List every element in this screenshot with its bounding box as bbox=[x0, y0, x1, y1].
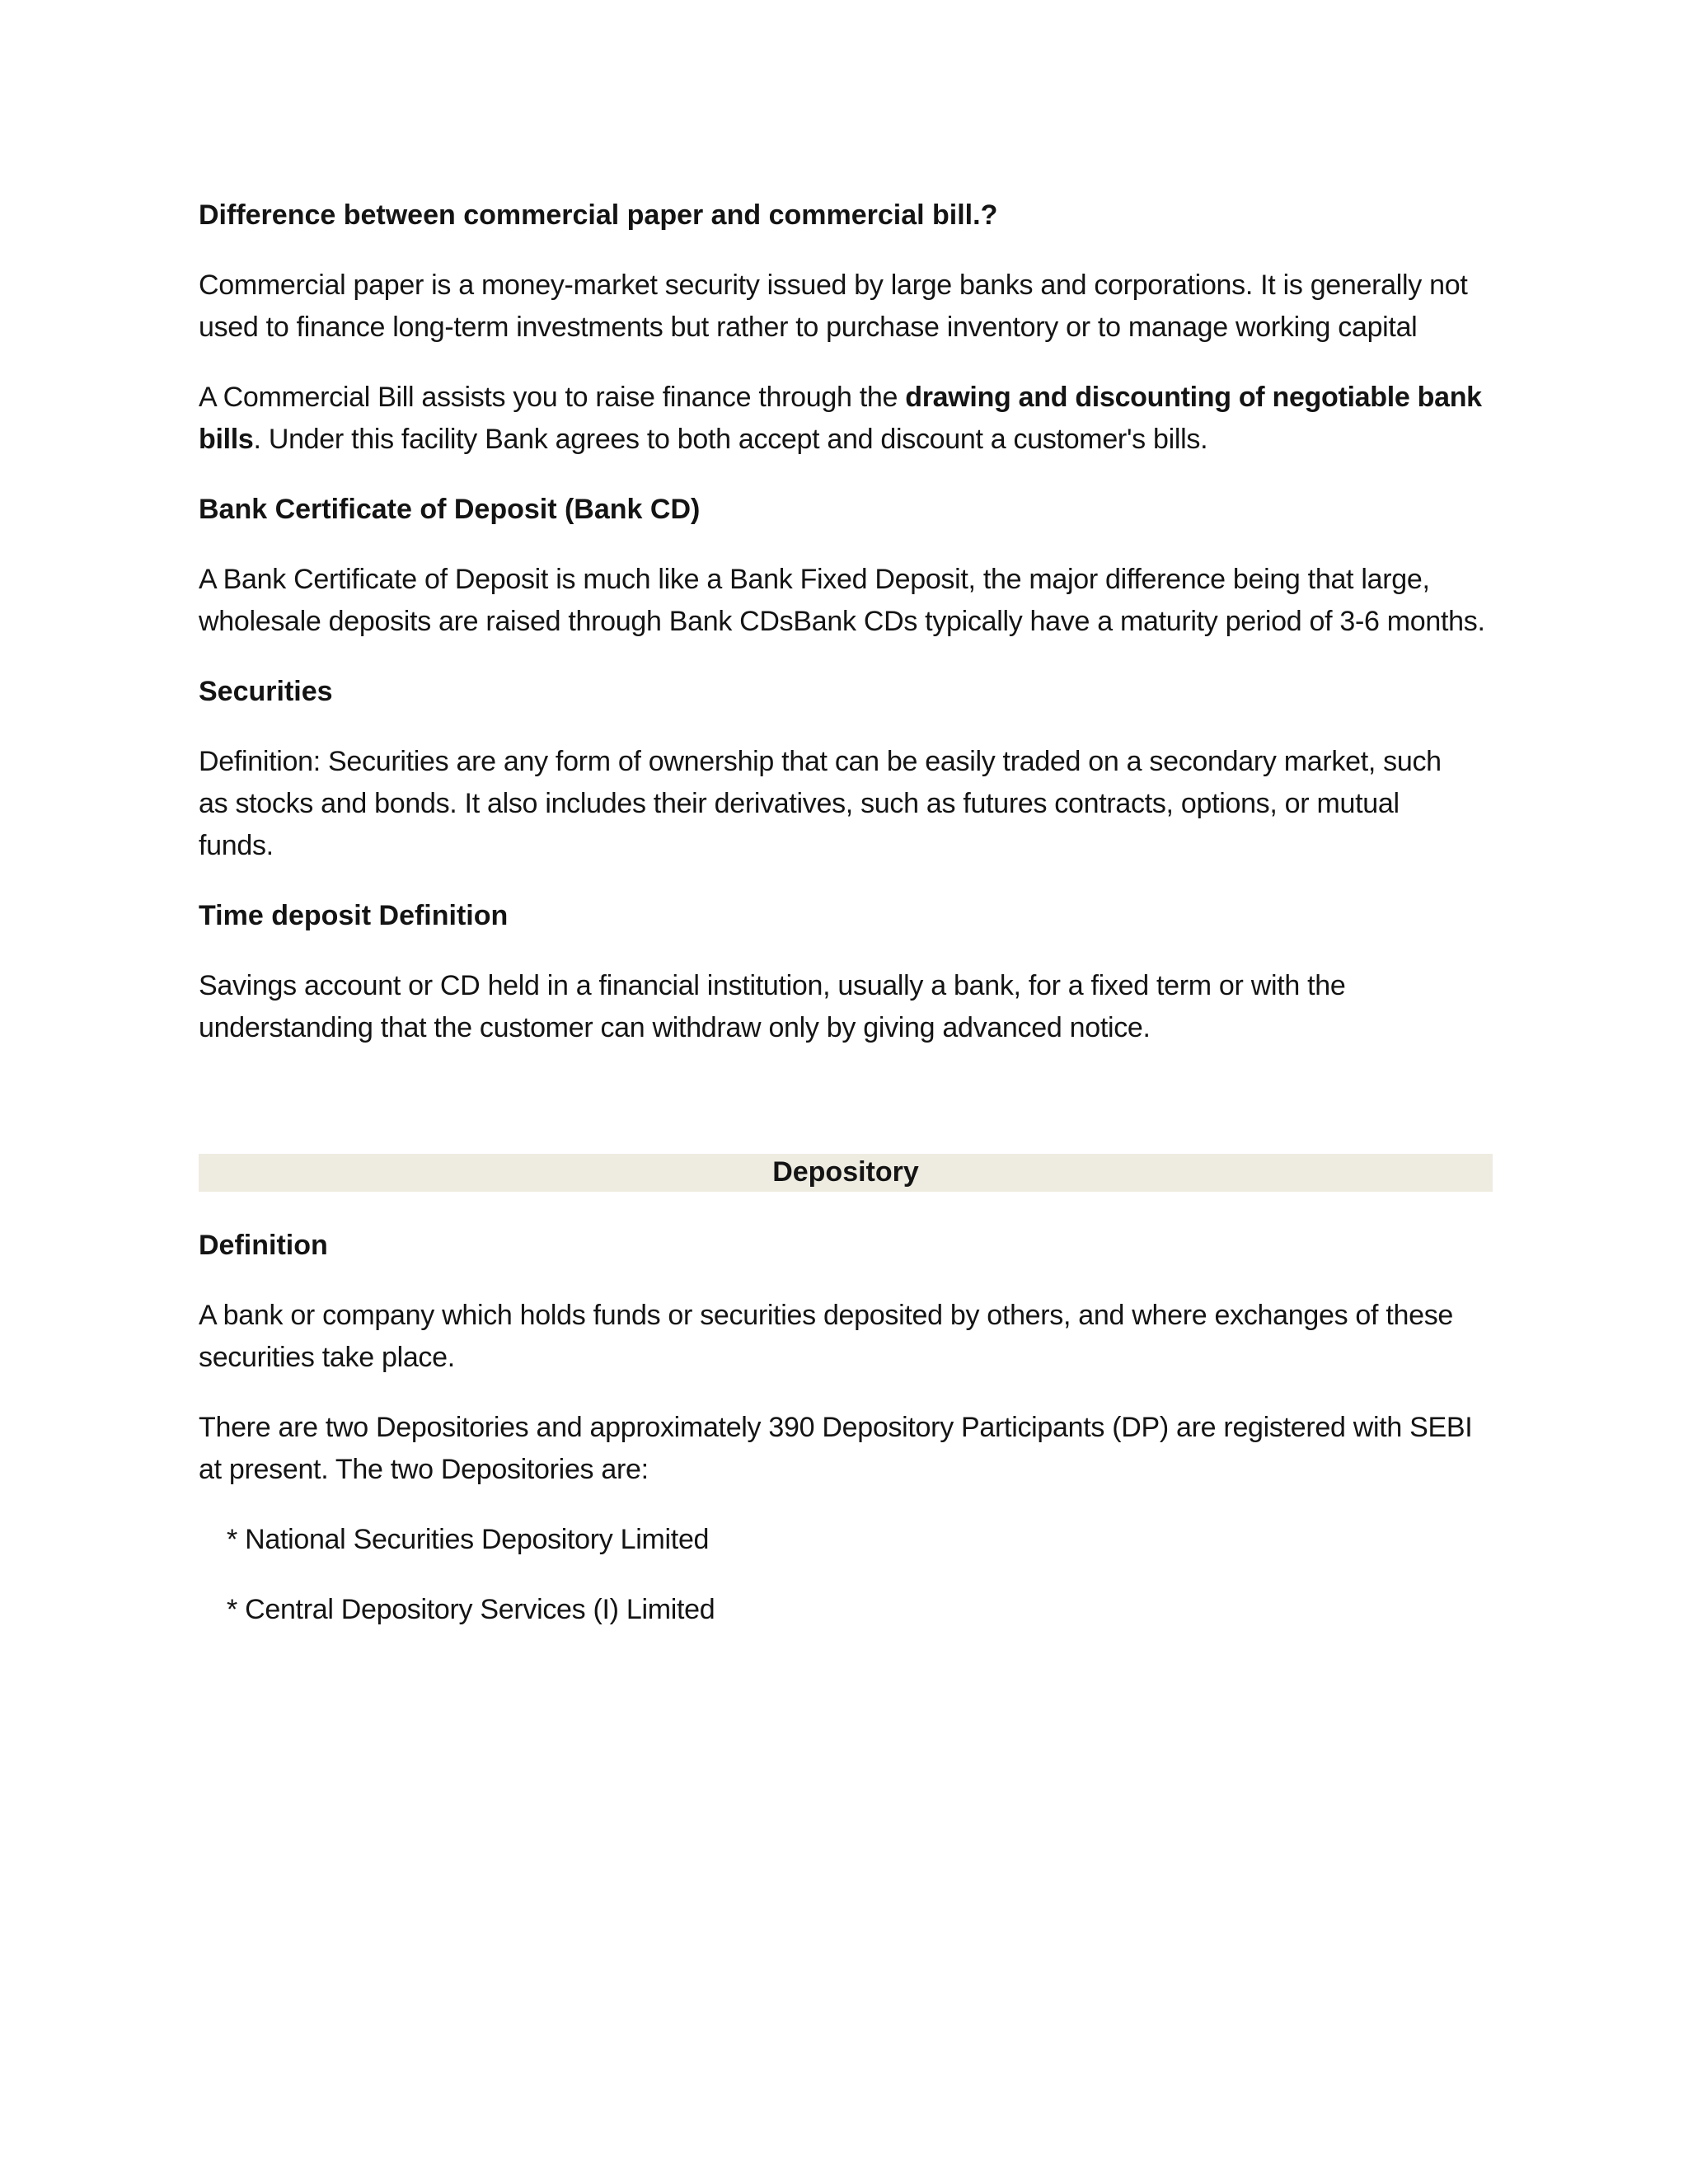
paragraph-bank-cd bbox=[199, 559, 1493, 643]
bold-text-run: bills bbox=[199, 424, 254, 455]
text-line: securities take place. bbox=[199, 1342, 455, 1373]
document-body-depository bbox=[199, 1225, 1493, 1631]
paragraph-securities bbox=[199, 741, 1493, 867]
paragraph-time-deposit bbox=[199, 965, 1493, 1049]
text-line: A Bank Certificate of Deposit is much like a Bank Fixed Deposit, the major difference being that large, bbox=[199, 564, 1430, 595]
text-line bbox=[199, 419, 1493, 461]
text-line: Definition: Securities are any form of ownership that can be easily traded on a secondary market, such bbox=[199, 746, 1442, 777]
list-item: * National Securities Depository Limited bbox=[227, 1524, 710, 1555]
bold-text-run: drawing and discounting of negotiable bank bbox=[905, 382, 1482, 413]
heading-bank-cd: Bank Certificate of Deposit (Bank CD) bbox=[199, 494, 701, 525]
list-item: * Central Depository Services (I) Limited bbox=[227, 1594, 715, 1625]
paragraph-commercial-paper bbox=[199, 265, 1493, 349]
heading-securities: Securities bbox=[199, 676, 333, 707]
document-body-top bbox=[199, 194, 1493, 1049]
text-line: There are two Depositories and approximately 390 Depository Participants (DP) are registered with SEBI bbox=[199, 1412, 1473, 1443]
text-line: A bank or company which holds funds or securities deposited by others, and where exchanges of these bbox=[199, 1300, 1453, 1331]
text-run: . Under this facility Bank agrees to both accept and discount a customer's bills. bbox=[253, 424, 1208, 455]
heading-time-deposit: Time deposit Definition bbox=[199, 900, 509, 931]
text-line: wholesale deposits are raised through Bank CDsBank CDs typically have a maturity period of 3-6 months. bbox=[199, 606, 1485, 637]
text-line: used to finance long-term investments but rather to purchase inventory or to manage working capital bbox=[199, 312, 1418, 343]
paragraph-depository-definition bbox=[199, 1295, 1493, 1379]
banner-title: Depository bbox=[772, 1156, 919, 1188]
text-line: understanding that the customer can withdraw only by giving advanced notice. bbox=[199, 1012, 1151, 1043]
text-line: at present. The two Depositories are: bbox=[199, 1454, 649, 1485]
text-line: Commercial paper is a money-market security issued by large banks and corporations. It is generally not bbox=[199, 269, 1468, 301]
text-line: Savings account or CD held in a financial institution, usually a bank, for a fixed term or with the bbox=[199, 970, 1346, 1001]
text-line: as stocks and bonds. It also includes their derivatives, such as futures contracts, options, or mutual bbox=[199, 788, 1400, 819]
text-line: funds. bbox=[199, 830, 274, 861]
depository-banner bbox=[199, 1154, 1493, 1192]
paragraph-depositories-count bbox=[199, 1407, 1493, 1491]
text-line bbox=[199, 377, 1493, 419]
paragraph-commercial-bill bbox=[199, 377, 1493, 461]
heading-definition: Definition bbox=[199, 1230, 328, 1261]
text-run: A Commercial Bill assists you to raise finance through the bbox=[199, 382, 906, 413]
heading-cp-vs-cb: Difference between commercial paper and commercial bill.? bbox=[199, 199, 998, 231]
